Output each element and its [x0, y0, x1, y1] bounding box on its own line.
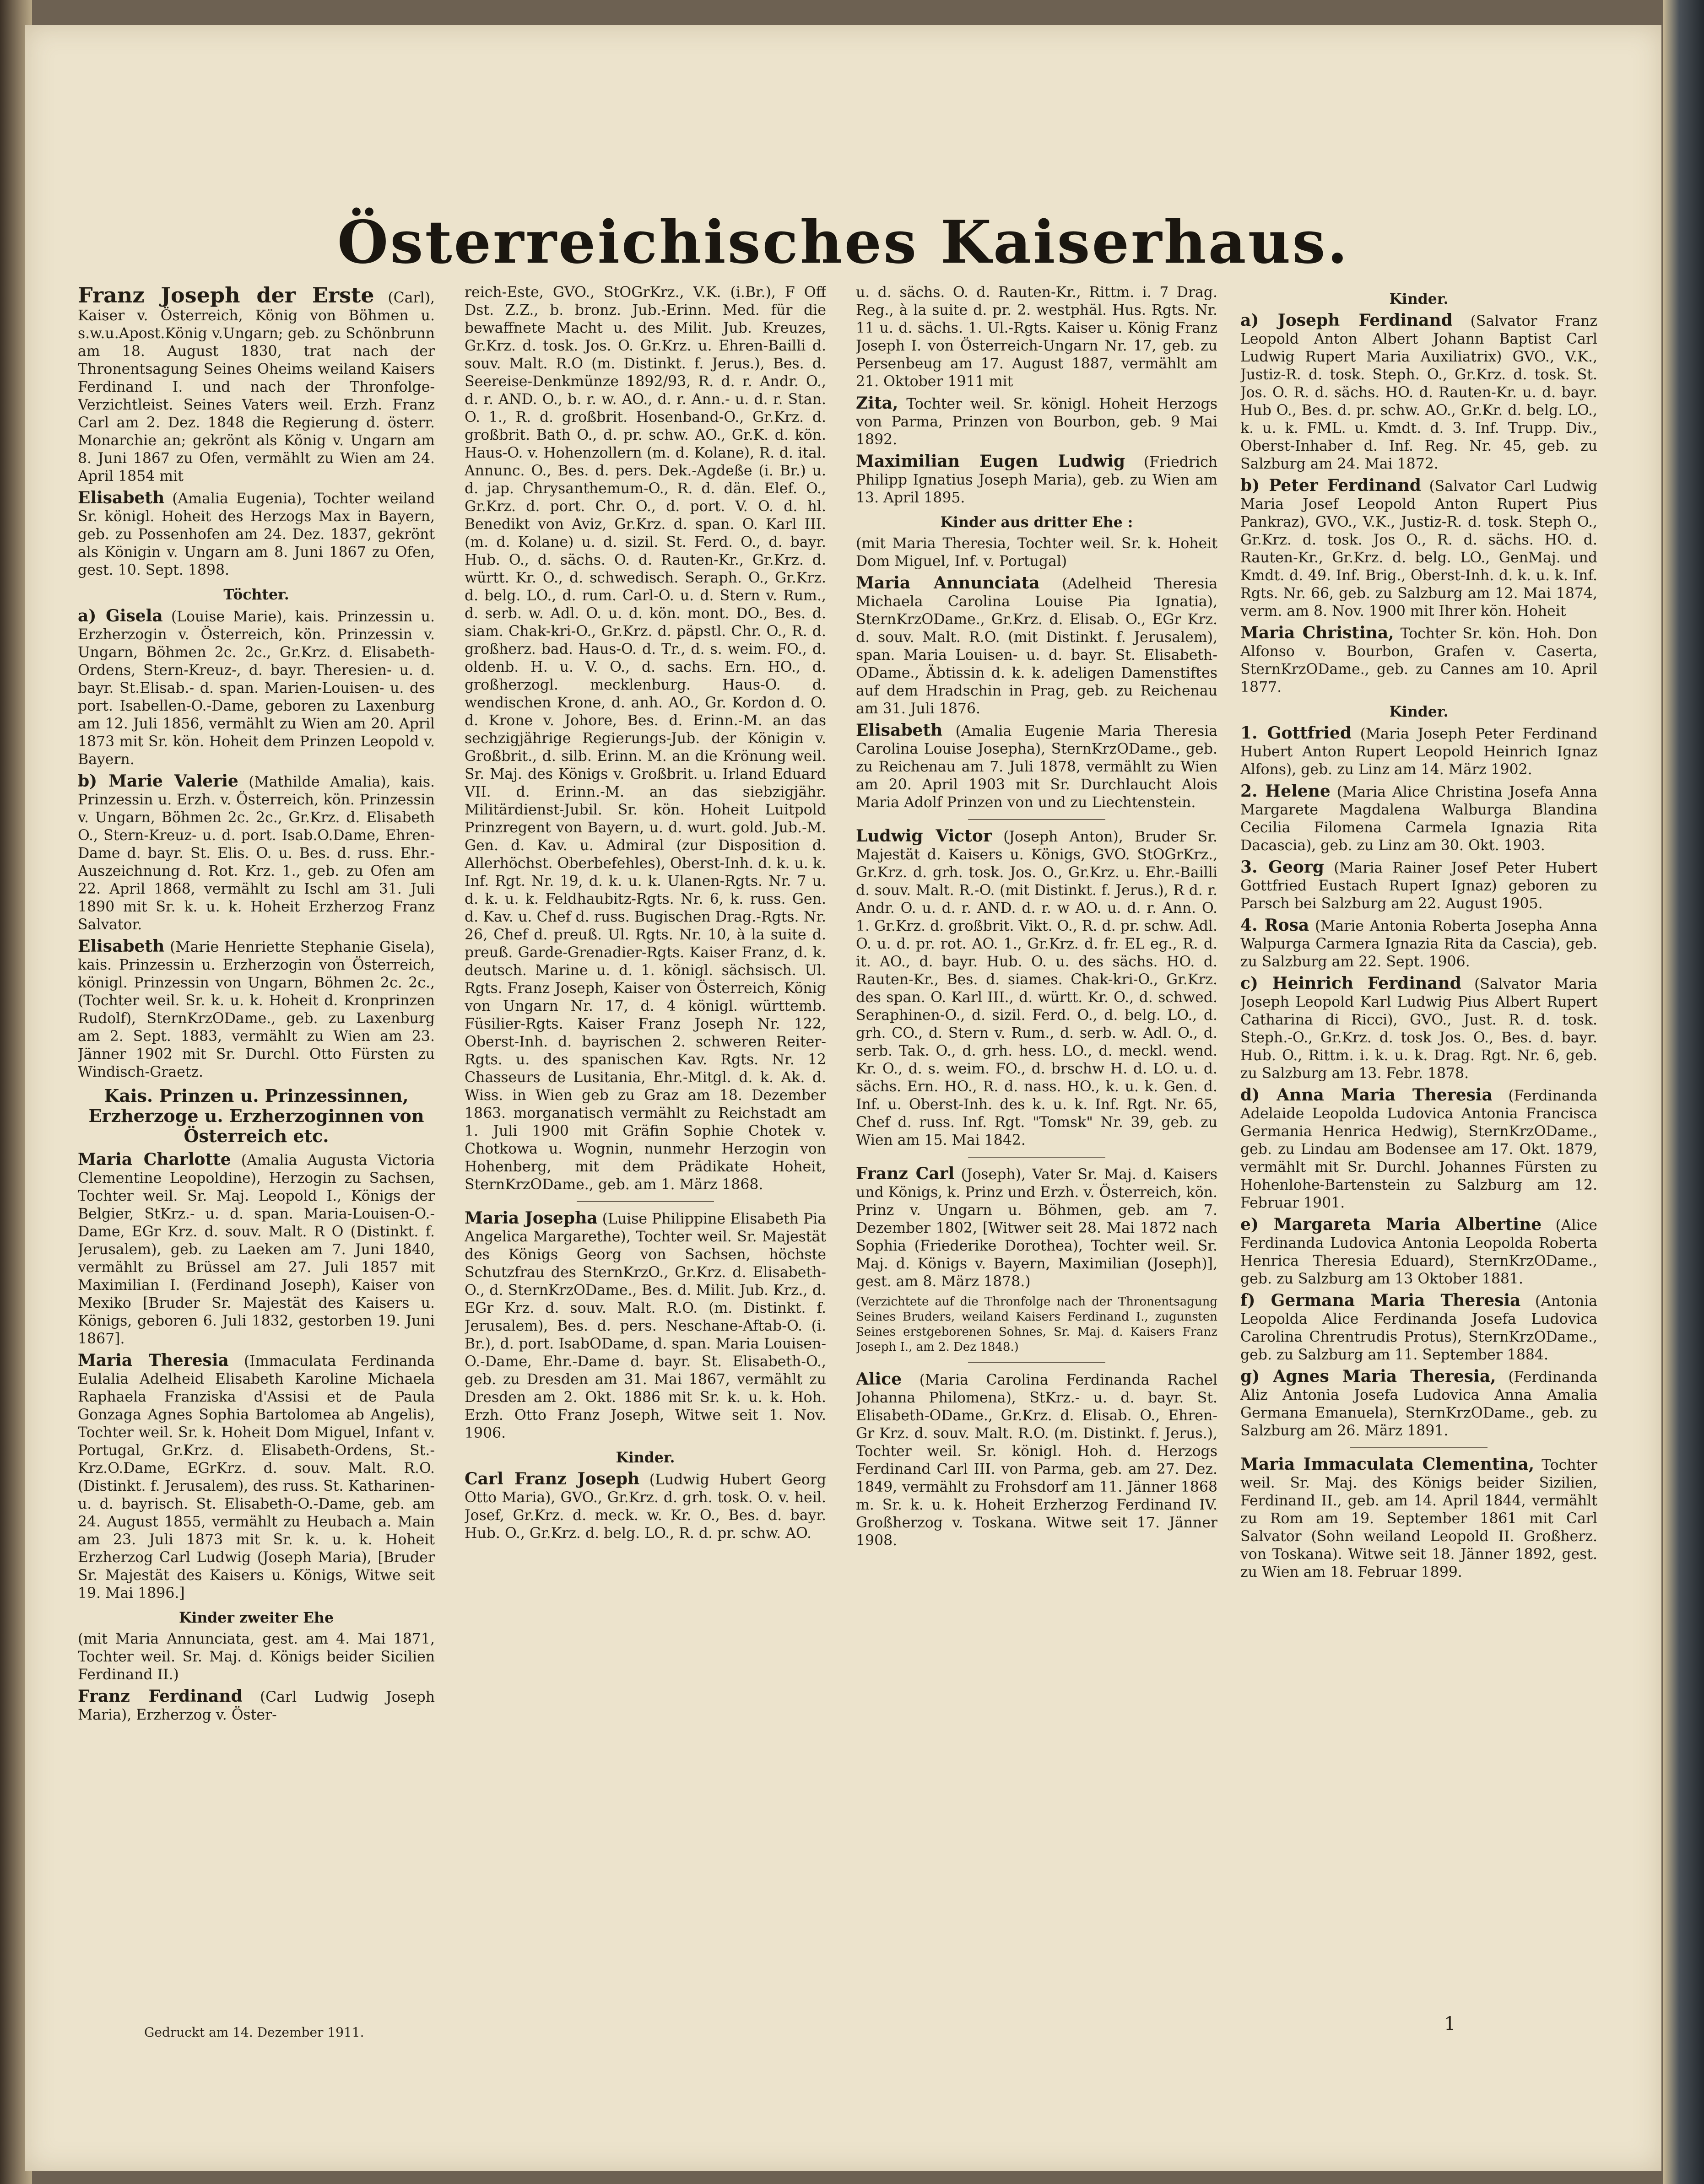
entry-text: (mit Maria Theresia, Tochter weil. Sr. k. Hoheit Dom Miguel, Inf. v. Portugal) [856, 535, 1217, 570]
entry-text: (mit Maria Annunciata, gest. am 4. Mai 1871, Tochter weil. Sr. Maj. d. Königs beider Sicilien Ferdinand II.) [78, 1631, 435, 1683]
genealogy-entry [856, 394, 1217, 449]
genealogy-entry [1240, 1368, 1597, 1440]
entry-name: 3. Georg [1240, 857, 1324, 877]
genealogy-entry [1240, 975, 1597, 1083]
entry-name: a) Gisela [78, 606, 163, 626]
genealogy-entry [465, 1470, 826, 1542]
entry-text: (Mathilde Amalia), kais. Prinzessin u. Erzh. v. Österreich, kön. Prinzessin v. Ungarn, Böhmen 2c. 2c., Gr.Krz. d. Elisabeth O., Stern-Kreuz- u. d. port. Isab.O.Dame, Ehren-Dame d. bayr. St. Elis. O. u. Bes. d. russ. Ehr.-Auszeichnung d. Rot. Krz. 1., geb. zu Ofen am 22. April 1868, vermählt zu Ischl am 31. Juli 1890 mit Sr. k. u. k. Hoheit Erzherzog Franz Salvator. [78, 774, 435, 933]
section-heading: Kinder aus dritter Ehe : [940, 514, 1133, 531]
entry-text: (Ferdinanda Adelaide Leopolda Ludovica Antonia Francisca Germania Henrica Hedwig), SternKrzODame., geb. zu Lindau am Bodensee am 17. Okt. 1879, vermählt mit Sr. Durchl. Johannes Fürsten zu Hohenlohe-Bartenstein zu Salzburg am 12. Februar 1901. [1240, 1088, 1597, 1211]
section-heading: Kinder zweiter Ehe [179, 1609, 334, 1626]
genealogy-entry [1240, 782, 1597, 855]
entry-name: Ludwig Victor [856, 826, 992, 846]
genealogy-entry [1240, 1086, 1597, 1212]
entry-name: b) Peter Ferdinand [1240, 476, 1421, 495]
entry-text: (Salvator Maria Joseph Leopold Karl Ludwig Pius Albert Rupert Catharina di Ricci), GVO., Just. R. d. tosk. Steph.-O., Gr.Krz. d. tosk Jos. O., Bes. d. bayr. Hub. O., Rittm. i. k. u. k. Drag. Rgt. Nr. 6, geb. zu Salzburg am 13. Febr. 1878. [1240, 976, 1597, 1082]
entry-text: (Maria Rainer Josef Peter Hubert Gottfried Eustach Rupert Ignaz) geboren zu Parsch bei Salzburg am 22. August 1905. [1240, 860, 1597, 912]
document-page [25, 25, 1661, 2171]
text-column-3 [856, 284, 1217, 2022]
entry-name: Alice [856, 1370, 902, 1389]
genealogy-entry [1240, 858, 1597, 913]
genealogy-entry [78, 1151, 435, 1348]
section-heading: Kais. Prinzen u. Prinzessinnen, Erzherzoge u. Erzherzoginnen von Österreich etc. [88, 1085, 424, 1146]
entry-name: Elisabeth [856, 721, 943, 740]
entry-name: Maria Josepha [465, 1208, 598, 1228]
genealogy-entry [78, 1688, 435, 1724]
entry-name: Elisabeth [78, 488, 165, 507]
genealogy-entry [1240, 477, 1597, 620]
genealogy-entry [78, 1352, 435, 1602]
section-divider [577, 1201, 714, 1202]
entry-text: (Joseph), Vater Sr. Maj. d. Kaisers und Königs, k. Prinz und Erzh. v. Österreich, kön. Prinz v. Ungarn u. Böhmen, geb. am 7. Dezember 1802, [Witwer seit 28. Mai 1872 nach Sophia (Friederike Dorothea), Tochter weil. Sr. Maj. d. Königs v. Bayern, Maximilian (Joseph)], gest. am 8. März 1878.) [856, 1166, 1217, 1290]
entry-text: (Immaculata Ferdinanda Eulalia Adelheid Elisabeth Karoline Michaela Raphaela Franziska d'Assisi et de Paula Gonzaga Agnes Sophia Bartolomea ab Angelis), Tochter weil. Sr. k. Hoheit Dom Miguel, Infant v. Portugal, Gr.Krz. d. Elisabeth-Ordens, St.-Krz.O.Dame, EGrKrz. d. souv. Malt. R.O. (Distinkt. f. Jerusalem), des russ. St. Katharinen- u. d. bayrisch. St. Elisabeth-O.-Dame, geb. am 24. August 1855, vermählt zu Heubach a. Main am 23. Juli 1873 mit Sr. k. u. k. Hoheit Erzherzog Carl Ludwig (Joseph Maria), [Bruder Sr. Majestät des Kaisers u. Königs, Witwe seit 19. Mai 1896.] [78, 1353, 435, 1602]
page-title: Österreichisches Kaiserhaus. [337, 208, 1350, 277]
section-heading: Kinder. [616, 1449, 675, 1466]
entry-name: e) Margareta Maria Albertine [1240, 1215, 1542, 1234]
page-number: 1 [1444, 2013, 1456, 2034]
entry-text: (Antonia Leopolda Alice Ferdinanda Josefa Ludovica Carolina Chrentrudis Protus), SternKrzODame., geb. zu Salzburg am 11. September 1884. [1240, 1293, 1597, 1363]
entry-text: (Marie Antonia Roberta Josepha Anna Walpurga Carmera Ignazia Rita da Cascia), geb. zu Salzburg am 22. Sept. 1906. [1240, 918, 1597, 970]
text-column-2 [465, 284, 826, 2022]
entry-text: (Amalia Augusta Victoria Clementine Leopoldine), Herzogin zu Sachsen, Tochter weil. Sr. Maj. Leopold I., Königs der Belgier, StKrz.- u. d. span. Maria-Louisen-O.-Dame, EGr Krz. d. souv. Malt. R O (Distinkt. f. Jerusalem), geb. zu Laeken am 7. Juni 1840, vermählt zu Brüssel am 27. Juli 1857 mit Maximilian I. (Ferdinand Joseph), Kaiser von Mexiko [Bruder Sr. Majestät des Kaisers u. Königs, geboren 6. Juli 1832, gestorben 19. Juni 1867]. [78, 1152, 435, 1347]
genealogy-entry [856, 284, 1217, 391]
entry-text: (Adelheid Theresia Michaela Carolina Louise Pia Ignatia), SternKrzODame., Gr.Krz. d. Elisab. O., EGr Krz. d. souv. Malt. R.O. (mit Distinkt. f. Jerusalem), span. Maria Louisen- u. d. bayr. St. Elisabeth-ODame., Äbtissin d. k. k. adeligen Damenstiftes auf dem Hradschin in Prag, geb. zu Reichenau am 31. Juli 1876. [856, 576, 1217, 717]
genealogy-entry [1240, 312, 1597, 473]
genealogy-entry [78, 1630, 435, 1684]
section-divider [968, 1157, 1105, 1158]
entry-text: (Amalia Eugenia), Tochter weiland Sr. königl. Hoheit des Herzogs Max in Bayern, geb. zu Possenhofen am 24. Dez. 1837, gekrönt als Königin v. Ungarn am 8. Juni 1867 zu Ofen, gest. 10. Sept. 1898. [78, 491, 435, 578]
genealogy-entry [1240, 1456, 1597, 1581]
genealogy-entry [1240, 1216, 1597, 1288]
section-divider [1350, 1447, 1488, 1448]
entry-name: a) Joseph Ferdinand [1240, 311, 1453, 330]
genealogy-entry [856, 453, 1217, 507]
genealogy-entry [78, 284, 435, 485]
genealogy-entry [856, 574, 1217, 718]
entry-text: (Joseph Anton), Bruder Sr. Majestät d. Kaisers u. Königs, GVO. StOGrKrz., Gr.Krz. d. grh. tosk. Jos. O., Gr.Krz. u. Ehr.-Bailli d. souv. Malt. R.-O. (mit Distinkt. f. Jerus.), R d. r. Andr. O. u. d. r. AND. d. r. w AO. u. d. r. Ann. O. 1. Gr.Krz. d. großbrit. Vikt. O., R. d. pr. schw. Adl. O. u. d. pr. rot. AO. 1., Gr.Krz. d. fr. EL eg., R. d. it. AO., d. bayr. Hub. O. u. des sächs. HO. d. Rauten-Kr., Bes. d. siames. Chak-kri-O., Gr.Krz. des span. O. Karl III., d. württ. Kr. O., d. schwed. Seraphinen-O., d. sizil. Ferd. O., d. belg. LO., d. grh. CO., d. Stern v. Rum., d. serb. w. Adl. O., d. serb. Tak. O., d. grh. hess. LO., d. meckl. wend. Kr. O., d. s. weim. FO., d. brschw H. d. LO. u. d. sächs. Ern. HO., R. d. nass. HO., k. u. k. Gen. d. Inf. u. Oberst-Inh. des k. u. k. Inf. Rgt. Nr. 65, Chef d. russ. Inf. Rgt. "Tomsk" Nr. 39, geb. zu Wien am 15. Mai 1842. [856, 829, 1217, 1149]
text-column-4 [1240, 284, 1597, 2022]
entry-text: (Louise Marie), kais. Prinzessin u. Erzherzogin v. Österreich, kön. Prinzessin v. Ungarn, Böhmen 2c. 2c., Gr.Krz. d. Elisabeth-Ordens, Stern-Kreuz-, d. bayr. Theresien- u. d. bayr. St.Elisab.- d. span. Marien-Louisen- u. des port. Isabellen-O.-Dame, geboren zu Laxenburg am 12. Juli 1856, vermählt zu Wien am 20. April 1873 mit Sr. kön. Hoheit dem Prinzen Leopold v. Bayern. [78, 609, 435, 768]
genealogy-entry [78, 938, 435, 1081]
section-heading: Kinder. [1389, 291, 1449, 307]
entry-name: c) Heinrich Ferdinand [1240, 974, 1461, 993]
entry-name: 4. Rosa [1240, 916, 1309, 935]
genealogy-entry [78, 772, 435, 934]
genealogy-entry [465, 1209, 826, 1442]
section-heading: Kinder. [1389, 703, 1449, 720]
entry-text: (Salvator Carl Ludwig Maria Josef Leopold Anton Rupert Pius Pankraz), GVO., V.K., Justiz-R. d. tosk. Steph O., Gr.Krz. d. tosk. Jos O., R. d. sächs. HO. d. Rauten-Kr., Gr.Krz. d. belg. LO., GenMaj. und Kmdt. d. 49. Inf. Brig., Oberst-Inh. d. k. u. k. Inf. Rgts. Nr. 66, geb. zu Salzburg am 12. Mai 1874, verm. am 8. Nov. 1900 mit Ihrer kön. Hoheit [1240, 478, 1597, 620]
genealogy-entry [856, 1370, 1217, 1550]
entry-text: (Amalia Eugenie Maria Theresia Carolina Louise Josepha), SternKrzODame., geb. zu Reichenau am 7. Juli 1878, vermählt zu Wien am 20. April 1903 mit Sr. Durchlaucht Alois Maria Adolf Prinzen von und zu Liechtenstein. [856, 723, 1217, 811]
entry-text: (Marie Henriette Stephanie Gisela), kais. Prinzessin u. Erzherzogin von Österreich, königl. Prinzessin von Ungarn, Böhmen 2c. 2c., (Tochter weil. Sr. k. u. k. Hoheit d. Kronprinzen Rudolf), SternKrzODame., geb. zu Laxenburg am 2. Sept. 1883, vermählt zu Wien am 23. Jänner 1902 mit Sr. Durchl. Otto Fürsten zu Windisch-Graetz. [78, 939, 435, 1080]
section-divider [968, 1362, 1105, 1363]
entry-text: (Carl), Kaiser v. Österreich, König von Böhmen u. s.w.u.Apost.König v.Ungarn; geb. zu Schönbrunn am 18. August 1830, trat nach der Thronentsagung Seines Oheims weiland Kaisers Ferdinand I. und nach der Thronfolge-Verzichtleist. Seines Vaters weil. Erzh. Franz Carl am 2. Dez. 1848 die Regierung d. österr. Monarchie an; gekrönt als König v. Ungarn am 8. Juni 1867 zu Ofen, vermählt zu Wien am 24. April 1854 mit [78, 290, 435, 485]
entry-text: (Luise Philippine Elisabeth Pia Angelica Margarethe), Tochter weil. Sr. Majestät des Königs Georg von Sachsen, höchste Schutzfrau des SternKrzO., Gr.Krz. d. Elisabeth-O., d. SternKrzODame., Bes. d. Milit. Jub. Krz., d. EGr Krz. d. souv. Malt. R.O. (m. Distinkt. f. Jerusalem), Bes. d. pers. Neschane-Aftab-O. (i. Br.), d. port. IsabODame, d. span. Maria Louisen-O.-Dame, Ehr.-Dame d. bayr. St. Elisabeth-O., geb. zu Dresden am 31. Mai 1867, vermählt zu Dresden am 2. Okt. 1886 mit Sr. k. u. k. Hoh. Erzh. Otto Franz Joseph, Witwe seit 1. Nov. 1906. [465, 1211, 826, 1441]
entry-name: d) Anna Maria Theresia [1240, 1085, 1493, 1105]
genealogy-entry [856, 827, 1217, 1149]
text-column-1 [78, 284, 435, 2022]
entry-name: Franz Joseph der Erste [78, 284, 374, 307]
genealogy-entry [856, 722, 1217, 812]
entry-text: reich-Este, GVO., StOGrKrz., V.K. (i.Br.), F Off Dst. Z.Z., b. bronz. Jub.-Erinn. Med. für die bewaffnete Macht u. des Milit. Jub. Kreuzes, Gr.Krz. d. tosk. Jos. O. Gr.Krz. u. Ehren-Bailli d. souv. Malt. R.O (m. Distinkt. f. Jerus.), Bes. d. Seereise-Denkmünze 1892/93, R. d. r. Andr. O., d. r. AND. O., b. r. w. AO., d. r. Ann.- u. d. r. Stan. O. 1., R. d. großbrit. Hosenband-O., Gr.Krz. d. großbrit. Bath O., d. pr. schw. AO., Gr.K. d. kön. Haus-O. v. Hohenzollern (m. d. Kolane), R. d. ital. Annunc. O., Bes. d. pers. Dek.-Agdeße (i. Br.) u. d. jap. Chrysanthemum-O., R. d. dän. Elef. O., Gr.Krz. d. port. Chr. O., d. port. V. O. d. hl. Benedikt von Aviz, Gr.Krz. d. span. O. Karl III. (m. d. Kolane) u. d. sizil. St. Ferd. O., d. bayr. Hub. O., d. sächs. O. d. Rauten-Kr., Gr.Krz. d. württ. Kr. O., d. schwedisch. Seraph. O., Gr.Krz. d. belg. LO., d. rum. Carl-O. u. d. Stern v. Rum., d. serb. w. Adl. O. u. d. kön. mont. DO., Bes. d. siam. Chak-kri-O., Gr.Krz. d. päpstl. Chr. O., R. d. großherz. bad. Haus-O. d. Tr., d. s. weim. FO., d. oldenb. H. u. V. O., d. sachs. Ern. HO., d. großherzogl. mecklenburg. Haus-O. d. wendischen Krone, d. anh. AO., Gr. Kordon d. O. d. Krone v. Johore, Bes. d. Erinn.-M. an das sechzigjährige Regierungs-Jub. der Königin v. Großbrit., d. silb. Erinn. M. an die Krönung weil. Sr. Maj. des Königs v. Großbrit. u. Irland Eduard VII. d. Erinn.-M. an das siebzigjähr. Militärdienst-Jubil. Sr. kön. Hoheit Luitpold Prinzregent von Bayern, u. d. wurt. gold. Jub.-M. Gen. d. Kav. u. Admiral (zur Disposition d. Allerhöchst. Oberbefehles), Oberst-Inh. d. k. u. k. Inf. Rgt. Nr. 19, d. k. u. k. Ulanen-Rgts. Nr. 7 u. d. k. u. k. Feldhaubitz-Rgts. Nr. 6, k. russ. Gen. d. Kav. u. Chef d. russ. Bugischen Drag.-Rgts. Nr. 26, Chef d. preuß. Ul. Rgts. Nr. 10, à la suite d. preuß. Garde-Grenadier-Rgts. Kaiser Franz, d. k. deutsch. Marine u. d. 1. königl. sächsisch. Ul. Rgts. Franz Joseph, Kaiser von Österreich, König von Ungarn Nr. 17, d. 4 königl. württemb. Füsilier-Rgts. Kaiser Franz Joseph Nr. 122, Oberst-Inh. d. bayrischen 2. schweren Reiter-Rgts. u. des spanischen Kav. Rgts. Nr. 12 Chasseurs de Lusitania, Ehr.-Mitgl. d. k. Ak. d. Wiss. in Wien geb zu Graz am 18. Dezember 1863. morganatisch vermählt zu Reichstadt am 1. Juli 1900 mit Gräfin Sophie Chotek v. Chotkowa u. Wognin, nunmehr Herzogin von Hohenberg, mit dem Prädikate Hoheit, SternKrzODame., geb. am 1. März 1868. [465, 284, 826, 1193]
entry-text: Tochter weil. Sr. königl. Hoheit Herzogs von Parma, Prinzen von Bourbon, geb. 9 Mai 1892. [856, 396, 1217, 448]
genealogy-entry [78, 489, 435, 579]
genealogy-entry [856, 1165, 1217, 1291]
entry-name: f) Germana Maria Theresia [1240, 1291, 1521, 1310]
entry-name: Maria Immaculata Clementina, [1240, 1455, 1535, 1474]
entry-name: g) Agnes Maria Theresia, [1240, 1367, 1496, 1386]
entry-text: (Ludwig Hubert Georg Otto Maria), GVO., Gr.Krz. d. grh. tosk. O. v. heil. Josef, Gr.Krz. d. meck. w. Kr. O., Bes. d. bayr. Hub. O., Gr.Krz. d. belg. LO., R. d. pr. schw. AO. [465, 1472, 826, 1542]
entry-text: Tochter Sr. kön. Hoh. Don Alfonso v. Bourbon, Grafen v. Caserta, SternKrzODame., geb. zu Cannes am 10. April 1877. [1240, 626, 1597, 696]
entry-name: Maria Annunciata [856, 573, 1040, 593]
entry-name: Elisabeth [78, 937, 165, 956]
entry-text: (Ferdinanda Aliz Antonia Josefa Ludovica Anna Amalia Germana Emanuela), SternKrzODame., geb. zu Salzburg am 26. März 1891. [1240, 1369, 1597, 1439]
entry-text: (Maria Joseph Peter Ferdinand Hubert Anton Rupert Leopold Heinrich Ignaz Alfons), geb. zu Linz am 14. März 1902. [1240, 726, 1597, 778]
entry-text: (Alice Ferdinanda Ludovica Antonia Leopolda Roberta Henrica Theresia Eduard), SternKrzODame., geb. zu Salzburg am 13 Oktober 1881. [1240, 1217, 1597, 1287]
genealogy-entry [1240, 724, 1597, 779]
entry-name: 1. Gottfried [1240, 723, 1352, 743]
entry-text: (Verzichtete auf die Thronfolge nach der Thronentsagung Seines Bruders, weiland Kaisers Ferdinand I., zugunsten Seines erstgeborenen Sohnes, Sr. Maj. d. Kaisers Franz Joseph I., am 2. Dez 1848.) [856, 1295, 1217, 1354]
entry-name: 2. Helene [1240, 782, 1331, 801]
genealogy-entry [1240, 624, 1597, 696]
entry-name: Maria Theresia [78, 1351, 229, 1370]
print-date: Gedruckt am 14. Dezember 1911. [144, 2025, 364, 2040]
genealogy-entry [465, 284, 826, 1194]
entry-name: Franz Ferdinand [78, 1687, 243, 1706]
genealogy-entry [856, 535, 1217, 571]
entry-name: Maria Charlotte [78, 1150, 231, 1169]
genealogy-entry [78, 607, 435, 769]
bleed-through-text [199, 128, 1526, 169]
entry-name: Zita, [856, 394, 898, 413]
entry-text: (Salvator Franz Leopold Anton Albert Johann Baptist Carl Ludwig Rupert Maria Auxiliatrix) GVO., V.K., Justiz-R. d. tosk. Steph. O., Gr.Krz. d. tosk. St. Jos. O. R. d. sächs. HO. d. Rauten-Kr. u. d. bayr. Hub O., Bes. d. pr. schw. AO., Gr.Kr. d. belg. LO., k. u. k. FML. u. Kmdt. d. 3. Inf. Trupp. Div., Oberst-Inhaber d. Inf. Reg. Nr. 45, geb. zu Salzburg am 24. Mai 1872. [1240, 313, 1597, 472]
entry-name: Carl Franz Joseph [465, 1469, 640, 1488]
entry-name: b) Marie Valerie [78, 771, 238, 791]
entry-text: (Carl Ludwig Joseph Maria), Erzherzog v. Öster- [78, 1689, 435, 1723]
entry-name: Maria Christina, [1240, 623, 1394, 642]
entry-name: Maximilian Eugen Ludwig [856, 452, 1125, 471]
entry-text: u. d. sächs. O. d. Rauten-Kr., Rittm. i. 7 Drag. Reg., à la suite d. pr. 2. westphäl. Hus. Rgts. Nr. 11 u. d. sächs. 1. Ul.-Rgts. Kaiser u. König Franz Joseph I. von Österreich-Ungarn Nr. 17, geb. zu Persenbeug am 17. August 1887, vermählt am 21. Oktober 1911 mit [856, 284, 1217, 390]
entry-text: Tochter weil. Sr. Maj. des Königs beider Sizilien, Ferdinand II., geb. am 14. April 1844, vermählt zu Rom am 19. September 1861 mit Carl Salvator (Sohn weiland Leopold II. Großherz. von Toskana). Witwe seit 18. Jänner 1892, gest. zu Wien am 18. Februar 1899. [1240, 1457, 1597, 1580]
genealogy-entry [856, 1294, 1217, 1355]
entry-name: Franz Carl [856, 1164, 955, 1183]
section-divider [968, 819, 1105, 820]
section-heading: Töchter. [223, 586, 289, 603]
entry-text: (Maria Carolina Ferdinanda Rachel Johanna Philomena), StKrz.- u. d. bayr. St. Elisabeth-ODame., Gr.Krz. d. Elisab. O., Ehren-Gr Krz. d. souv. Malt. R.O. (m. Distinkt. f. Jerus.), Tochter weil. Sr. königl. Hoh. d. Herzogs Ferdinand Carl III. von Parma, geb. am 27. Dez. 1849, vermählt zu Frohsdorf am 11. Jänner 1868 m. Sr. k. u. k. Hoheit Erzherzog Ferdinand IV. Großherzog v. Toskana. Witwe seit 17. Jänner 1908. [856, 1372, 1217, 1549]
entry-text: (Maria Alice Christina Josefa Anna Margarete Magdalena Walburga Blandina Cecilia Filomena Carmela Ignazia Rita Dacascia), geb. zu Linz am 30. Okt. 1903. [1240, 784, 1597, 854]
genealogy-entry [1240, 917, 1597, 971]
entry-text: (Friedrich Philipp Ignatius Joseph Maria), geb. zu Wien am 13. April 1895. [856, 454, 1217, 506]
genealogy-entry [1240, 1292, 1597, 1364]
book-page-edge [1663, 0, 1704, 2184]
